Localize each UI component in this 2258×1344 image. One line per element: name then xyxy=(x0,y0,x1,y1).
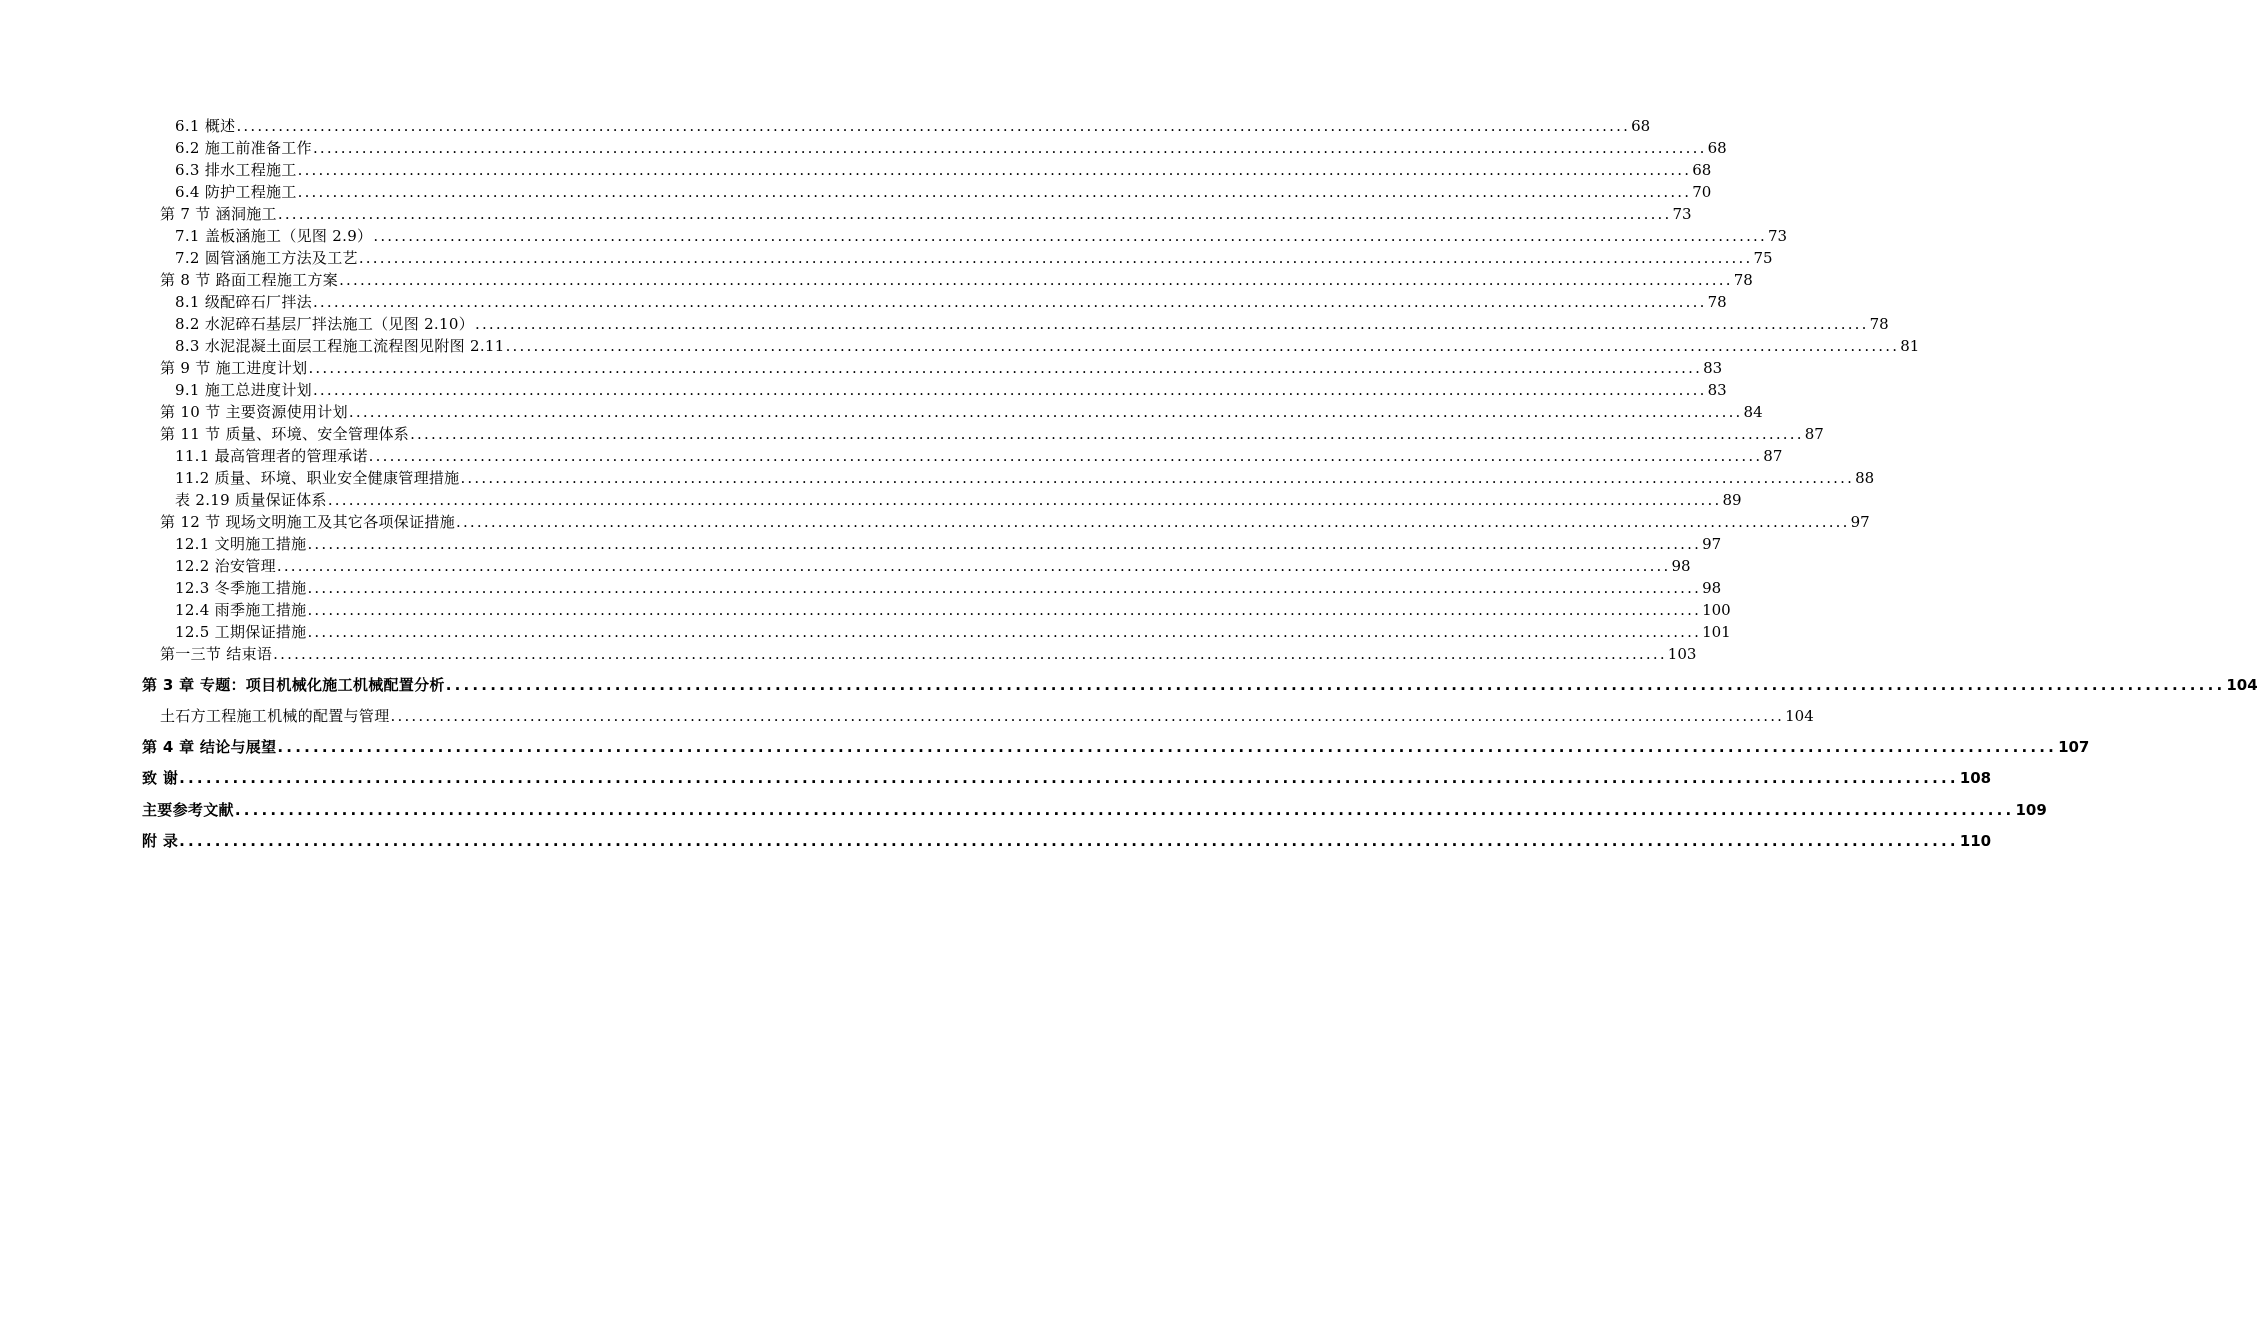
toc-page-number: 89 xyxy=(1722,491,1742,509)
toc-dot-leader: ........................................................................................................................................................................................................ xyxy=(277,738,2058,756)
toc-entry-label: 9.1 施工总进度计划 xyxy=(175,381,312,399)
toc-dot-leader: ........................................................................................................................................................................................................ xyxy=(327,491,1722,509)
toc-entry-label: 7.1 盖板涵施工（见图 2.9） xyxy=(175,227,373,245)
toc-dot-leader: ........................................................................................................................................................................................................ xyxy=(297,161,1692,179)
toc-page-number: 110 xyxy=(1959,832,1992,850)
toc-page-number: 84 xyxy=(1743,403,1763,421)
toc-entry[interactable] xyxy=(160,204,1692,224)
toc-page-number: 87 xyxy=(1804,425,1824,443)
toc-page-number: 83 xyxy=(1707,381,1727,399)
toc-dot-leader: ........................................................................................................................................................................................................ xyxy=(390,707,1785,725)
toc-page-number: 75 xyxy=(1753,249,1773,267)
toc-page-number: 101 xyxy=(1702,623,1731,641)
toc-page-number: 98 xyxy=(1702,579,1722,597)
toc-dot-leader: ........................................................................................................................................................................................................ xyxy=(312,139,1707,157)
toc-entry[interactable] xyxy=(175,600,1731,620)
toc-entry-label: 表 2.19 质量保证体系 xyxy=(175,491,327,509)
toc-entry-label: 6.3 排水工程施工 xyxy=(175,161,297,179)
toc-page-number: 78 xyxy=(1733,271,1753,289)
toc-entry[interactable] xyxy=(175,490,1742,510)
toc-entry-label: 土石方工程施工机械的配置与管理 xyxy=(160,707,390,725)
toc-dot-leader: ........................................................................................................................................................................................................ xyxy=(348,403,1743,421)
toc-entry-label: 第 10 节 主要资源使用计划 xyxy=(160,403,348,421)
toc-entry[interactable] xyxy=(175,292,1727,312)
toc-page-number: 107 xyxy=(2058,738,2090,756)
toc-entry[interactable] xyxy=(160,402,1763,422)
toc-page-number: 97 xyxy=(1850,513,1870,531)
toc-dot-leader: ........................................................................................................................................................................................................ xyxy=(410,425,1804,443)
toc-entry[interactable] xyxy=(160,644,1697,664)
toc-dot-leader: ........................................................................................................................................................................................................ xyxy=(307,579,1702,597)
toc-entry-label: 7.2 圆管涵施工方法及工艺 xyxy=(175,249,358,267)
toc-entry[interactable] xyxy=(160,270,1753,290)
toc-entry-label: 主要参考文献 xyxy=(142,801,234,819)
toc-dot-leader: ........................................................................................................................................................................................................ xyxy=(456,513,1850,531)
toc-entry-label: 6.2 施工前准备工作 xyxy=(175,139,312,157)
toc-entry-label: 12.5 工期保证措施 xyxy=(175,623,307,641)
toc-entry[interactable] xyxy=(175,622,1731,642)
toc-entry[interactable] xyxy=(175,380,1727,400)
toc-dot-leader: ........................................................................................................................................................................................................ xyxy=(307,535,1702,553)
toc-entry[interactable] xyxy=(175,182,1712,202)
toc-entry[interactable] xyxy=(175,578,1722,598)
toc-dot-leader: ........................................................................................................................................................................................................ xyxy=(179,832,1959,850)
toc-entry-label: 12.1 文明施工措施 xyxy=(175,535,307,553)
toc-entry-label: 第 8 节 路面工程施工方案 xyxy=(160,271,339,289)
toc-entry[interactable] xyxy=(175,160,1712,180)
toc-dot-leader: ........................................................................................................................................................................................................ xyxy=(308,359,1703,377)
toc-page-number: 78 xyxy=(1869,315,1889,333)
toc-entry-label: 6.4 防护工程施工 xyxy=(175,183,297,201)
toc-dot-leader: ........................................................................................................................................................................................................ xyxy=(358,249,1753,267)
toc-entry-label: 第 12 节 现场文明施工及其它各项保证措施 xyxy=(160,513,455,531)
toc-entry[interactable] xyxy=(160,358,1723,378)
toc-chapter-entry[interactable] xyxy=(142,800,2047,820)
toc-page-number: 73 xyxy=(1767,227,1788,245)
toc-page-number: 88 xyxy=(1855,469,1875,487)
toc-entry-label: 11.1 最高管理者的管理承诺 xyxy=(175,447,368,465)
toc-entry-label: 第 11 节 质量、环境、安全管理体系 xyxy=(160,425,410,443)
toc-entry[interactable] xyxy=(175,534,1722,554)
toc-dot-leader: ........................................................................................................................................................................................................ xyxy=(297,183,1692,201)
toc-entry[interactable] xyxy=(175,248,1773,268)
toc-dot-leader: ........................................................................................................................................................................................................ xyxy=(277,205,1672,223)
toc-chapter-entry[interactable] xyxy=(142,768,1992,788)
toc-dot-leader: ........................................................................................................................................................................................................ xyxy=(236,117,1631,135)
toc-dot-leader: ........................................................................................................................................................................................................ xyxy=(307,623,1702,641)
toc-page-number: 109 xyxy=(2015,801,2047,819)
toc-page-number: 104 xyxy=(2226,676,2258,694)
toc-page-number: 73 xyxy=(1672,205,1692,223)
toc-page-number: 70 xyxy=(1692,183,1712,201)
toc-entry[interactable] xyxy=(175,468,1875,488)
toc-entry-label: 致 谢 xyxy=(142,769,179,787)
toc-dot-leader: ........................................................................................................................................................................................................ xyxy=(179,769,1959,787)
toc-page-number: 68 xyxy=(1692,161,1712,179)
toc-entry-label: 12.4 雨季施工措施 xyxy=(175,601,307,619)
toc-entry-label: 12.3 冬季施工措施 xyxy=(175,579,307,597)
toc-entry-label: 8.1 级配碎石厂拌法 xyxy=(175,293,312,311)
toc-entry-label: 第一三节 结束语 xyxy=(160,645,273,663)
toc-entry[interactable] xyxy=(175,116,1651,136)
toc-dot-leader: ........................................................................................................................................................................................................ xyxy=(368,447,1763,465)
toc-entry-label: 第 7 节 涵洞施工 xyxy=(160,205,277,223)
toc-entry-label: 第 9 节 施工进度计划 xyxy=(160,359,308,377)
toc-dot-leader: ........................................................................................................................................................................................................ xyxy=(505,337,1900,355)
toc-entry[interactable] xyxy=(175,556,1691,576)
toc-page-number: 104 xyxy=(1785,707,1814,725)
toc-dot-leader: ........................................................................................................................................................................................................ xyxy=(460,469,1855,487)
toc-page-number: 78 xyxy=(1707,293,1727,311)
toc-dot-leader: ........................................................................................................................................................................................................ xyxy=(312,381,1707,399)
toc-dot-leader: ........................................................................................................................................................................................................ xyxy=(445,676,2226,694)
toc-dot-leader: ........................................................................................................................................................................................................ xyxy=(339,271,1733,289)
toc-entry-label: 8.3 水泥混凝土面层工程施工流程图见附图 2.11 xyxy=(175,337,505,355)
toc-page-number: 97 xyxy=(1702,535,1722,553)
toc-page-number: 98 xyxy=(1671,557,1691,575)
toc-entry-label: 11.2 质量、环境、职业安全健康管理措施 xyxy=(175,469,460,487)
toc-page-number: 68 xyxy=(1631,117,1651,135)
toc-chapter-entry[interactable] xyxy=(142,831,1992,851)
toc-dot-leader: ........................................................................................................................................................................................................ xyxy=(475,315,1869,333)
toc-entry-label: 附 录 xyxy=(142,832,179,850)
toc-entry[interactable] xyxy=(160,424,1824,444)
toc-entry-label: 第 4 章 结论与展望 xyxy=(142,738,277,756)
toc-entry-label: 6.1 概述 xyxy=(175,117,236,135)
toc-page-number: 68 xyxy=(1707,139,1727,157)
toc-dot-leader: ........................................................................................................................................................................................................ xyxy=(234,801,2015,819)
toc-entry[interactable] xyxy=(175,138,1727,158)
toc-chapter-entry[interactable] xyxy=(142,737,2090,757)
toc-dot-leader: ........................................................................................................................................................................................................ xyxy=(276,557,1671,575)
toc-dot-leader: ........................................................................................................................................................................................................ xyxy=(307,601,1702,619)
toc-dot-leader: ........................................................................................................................................................................................................ xyxy=(273,645,1667,663)
toc-page-number: 103 xyxy=(1667,645,1697,663)
toc-dot-leader: ........................................................................................................................................................................................................ xyxy=(312,293,1707,311)
toc-chapter-entry[interactable] xyxy=(142,675,2258,695)
toc-page-number: 83 xyxy=(1703,359,1723,377)
toc-entry-label: 12.2 治安管理 xyxy=(175,557,276,575)
toc-page-number: 81 xyxy=(1900,337,1920,355)
toc-entry[interactable] xyxy=(175,314,1889,334)
toc-page-number: 108 xyxy=(1959,769,1992,787)
toc-dot-leader: ........................................................................................................................................................................................................ xyxy=(373,227,1767,245)
toc-entry[interactable] xyxy=(175,226,1788,246)
toc-entry[interactable] xyxy=(175,446,1783,466)
toc-entry[interactable] xyxy=(160,512,1870,532)
toc-page-number: 100 xyxy=(1702,601,1731,619)
toc-entry[interactable] xyxy=(175,336,1920,356)
toc-entry[interactable] xyxy=(160,706,1814,726)
toc-entry-label: 第 3 章 专题：项目机械化施工机械配置分析 xyxy=(142,676,445,694)
toc-entry-label: 8.2 水泥碎石基层厂拌法施工（见图 2.10） xyxy=(175,315,474,333)
toc-page-number: 87 xyxy=(1763,447,1783,465)
